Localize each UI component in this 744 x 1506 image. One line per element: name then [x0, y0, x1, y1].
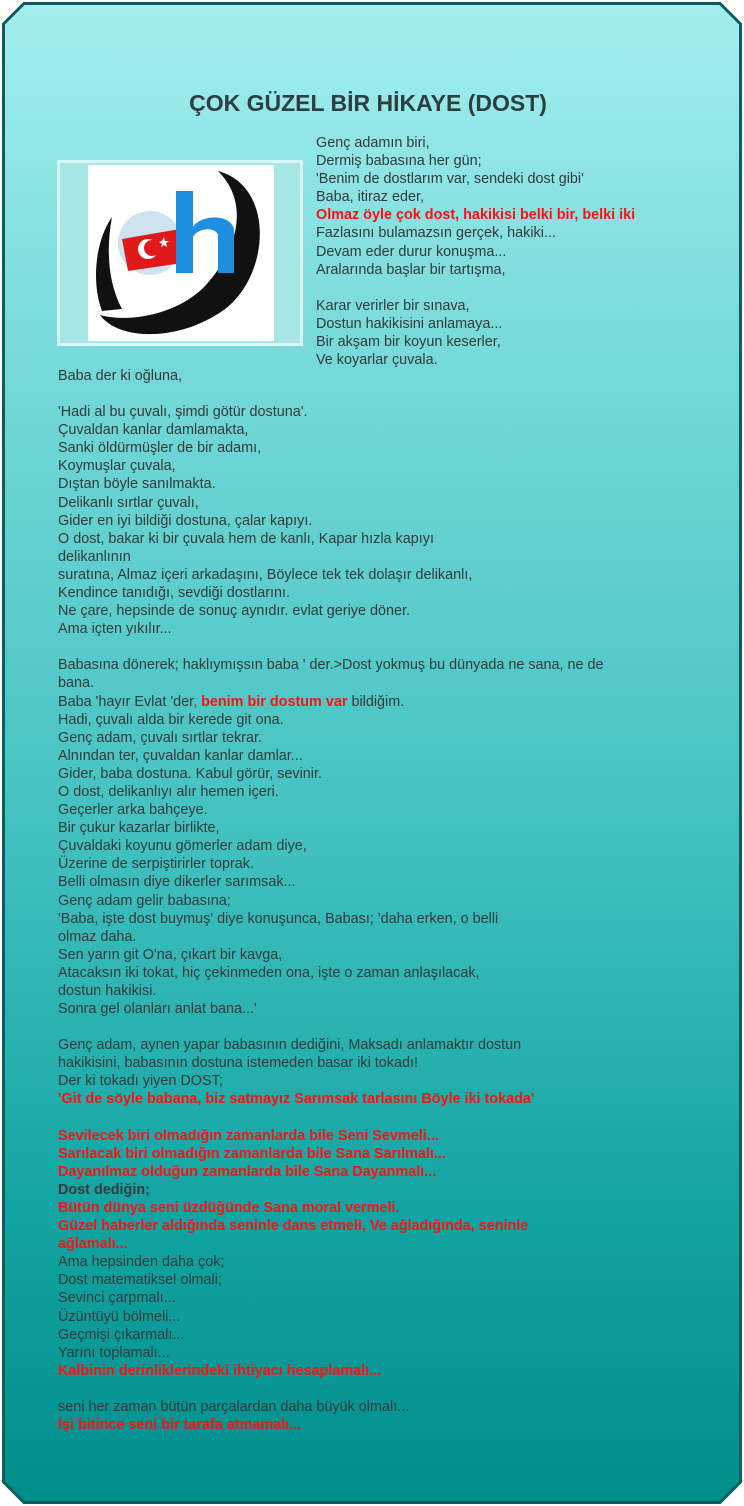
story-line: Atacaksın iki tokat, hiç çekinmeden ona, işte o zaman anlaşılacak, [58, 964, 480, 981]
intro-line: 'Benim de dostlarım var, sendeki dost gibi' [316, 171, 584, 188]
story-line: O dost, bakar ki bir çuvala hem de kanlı, Kapar hızla kapıyı [58, 530, 434, 547]
moral-line-plain: Üzüntüyü bölmeli... [58, 1308, 181, 1325]
story-line: Kendince tanıdığı, sevdiği dostlarını. [58, 585, 290, 602]
story-line: Genç adam, aynen yapar babasının dediğini, Maksadı anlamaktır dostun [58, 1037, 522, 1054]
moral-line-plain: Ama hepsinden daha çok; [58, 1254, 225, 1271]
turkish-flag-logo-icon [88, 165, 274, 341]
story-line: olmaz daha. [58, 928, 137, 945]
story-text [58, 367, 678, 1434]
logo-frame [57, 160, 303, 346]
story-line: Hadi, çuvalı alda bir kerede git ona. [58, 711, 284, 728]
story-line: Ne çare, hepsinde de sonuç aynıdır. evlat geriye döner. [58, 603, 410, 620]
closing-line: seni her zaman bütün parçalardan daha büyük olmalı... [58, 1398, 410, 1415]
moral-line: Dayanılmaz olduğun zamanlarda bile Sana Dayanmalı... [58, 1163, 437, 1180]
moral-heading: Dost dediğin; [58, 1181, 150, 1198]
intro-text [316, 134, 716, 369]
story-line: Sonra gel olanları anlat bana...' [58, 1001, 257, 1018]
story-line: Sen yarın git O'na, çıkart bir kavga, [58, 946, 283, 963]
story-line: Alnından ter, çuvaldan kanlar damlar... [58, 747, 303, 764]
story-line: Çuvaldan kanlar damlamakta, [58, 422, 249, 439]
baba-text: Baba 'hayır Evlat 'der [58, 693, 194, 710]
story-line: Babasına dönerek; haklıymışsın baba ' der.>Dost yokmuş bu dünyada ne sana, ne de [58, 657, 604, 674]
intro-line-highlight: Olmaz öyle çok dost, hakikisi belki bir, belki iki [316, 207, 636, 224]
story-line: Belli olmasın diye dikerler sarımsak... [58, 874, 296, 891]
story-line: hakikisini, babasının dostuna istemeden basar iki tokadı! [58, 1055, 418, 1072]
moral-line: ağlamalı... [58, 1236, 128, 1253]
story-line: delikanlının [58, 548, 131, 565]
intro-line: Ve koyarlar çuvala. [316, 352, 438, 369]
story-line: 'Hadi al bu çuvalı, şimdi götür dostuna'. [58, 404, 308, 421]
story-line: dostun hakikisi. [58, 983, 157, 999]
intro-line: Fazlasını bulamazsın gerçek, hakiki... [316, 225, 556, 242]
story-line: bana. [58, 675, 95, 692]
intro-line: Baba, itiraz eder, [316, 189, 424, 206]
logo-image [88, 165, 274, 341]
story-line: Genç adam gelir babasına; [58, 892, 231, 909]
moral-line-plain: Dost matematiksel olmali; [58, 1272, 222, 1289]
story-line: Dıştan böyle sanılmakta. [58, 476, 216, 493]
page-title: ÇOK GÜZEL BİR HİKAYE (DOST) [189, 90, 547, 116]
story-line: Ama içten yıkılır... [58, 621, 172, 638]
moral-line: Sevilecek biri olmadığın zamanlarda bile Seni Sevmeli... [58, 1127, 439, 1144]
intro-line: Dermiş babasına her gün; [316, 153, 482, 170]
story-line: 'Baba, işte dost buymuş' diye konuşunca, Babası; 'daha erken, o belli [58, 910, 499, 927]
intro-line: Devam eder durur konuşma... [316, 243, 507, 260]
story-line: Sanki öldürmüşler de bir adamı, [58, 440, 262, 457]
baba-text-end: bildiğim. [351, 693, 405, 710]
moral-line: Kalbinin derinliklerindeki ihtiyacı hesaplamalı... [58, 1362, 382, 1379]
moral-line-plain: Geçmişi çıkarmalı... [58, 1326, 185, 1343]
story-line: Baba der ki oğluna, [58, 368, 183, 384]
highlight-text: benim bir dostum var [201, 693, 348, 710]
moral-line-plain: Yarını toplamalı... [58, 1344, 170, 1361]
story-line-highlight: 'Git de söyle babana, biz satmayız Sarımsak tarlasını Böyle iki tokada' [58, 1091, 535, 1108]
story-line: Koymuşlar çuvala, [58, 458, 176, 475]
intro-line: Karar verirler bir sınava, [316, 297, 470, 314]
intro-line: Bir akşam bir koyun keserler, [316, 333, 501, 350]
moral-line: Sarılacak biri olmadığın zamanlarda bile Sana Sarılmalı... [58, 1145, 446, 1162]
story-line: Genç adam, çuvalı sırtlar tekrar. [58, 729, 262, 746]
intro-line: Aralarında başlar bir tartışma, [316, 261, 506, 278]
story-line: Üzerine de serpiştirirler toprak. [58, 856, 254, 873]
story-line: Bir çukur kazarlar birlikte, [58, 820, 220, 837]
story-line: Geçerler arka bahçeye. [58, 802, 208, 819]
story-line: Gider en iyi bildiği dostuna, çalar kapıyı. [58, 512, 313, 529]
story-line: Der ki tokadı yiyen DOST; [58, 1073, 223, 1090]
story-line: Çuvaldaki koyunu gömerler adam diye, [58, 838, 307, 855]
story-line: O dost, delikanlıyı alır hemen içeri. [58, 783, 279, 800]
moral-line: Bütün dünya seni üzdüğünde Sana moral vermeli. [58, 1199, 400, 1216]
story-line: Gider, baba dostuna. Kabul görür, sevinir. [58, 765, 322, 782]
intro-line: Genç adamın biri, [316, 135, 430, 151]
story-line: Delikanlı sırtlar çuvalı, [58, 494, 199, 511]
story-line: suratına, Almaz içeri arkadaşını, Böylece tek tek dolaşır delikanlı, [58, 566, 473, 583]
closing-line-highlight: İşi bitince seni bir tarafa atmamalı... [58, 1416, 302, 1433]
intro-line: Dostun hakikisini anlamaya... [316, 315, 503, 332]
moral-line-plain: Sevinci çarpmalı... [58, 1290, 176, 1307]
moral-line: Güzel haberler aldığında seninle dans etmeli, Ve ağladığında, seninle [58, 1218, 529, 1235]
story-line-baba: Baba 'hayır Evlat 'der, benim bir dostum var bildiğim. [58, 693, 405, 710]
